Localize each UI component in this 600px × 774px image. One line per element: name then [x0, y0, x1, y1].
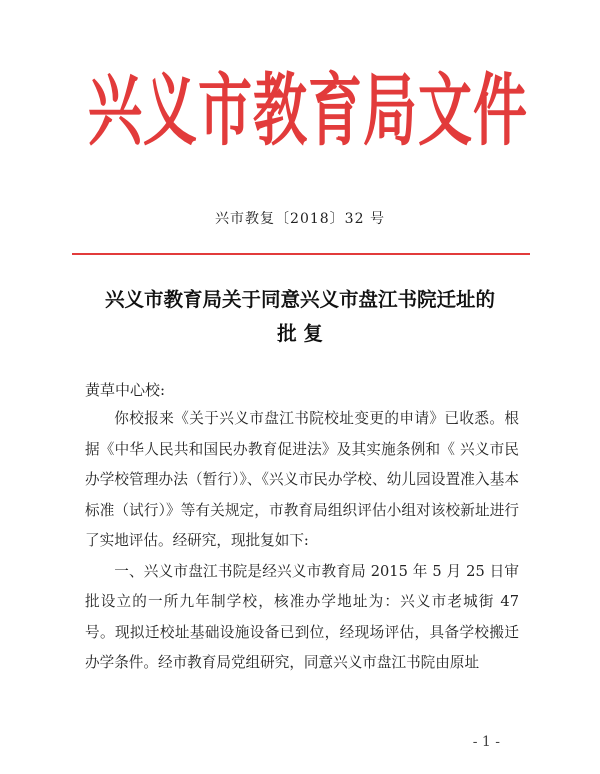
page-number: - 1 - [472, 734, 500, 750]
red-divider [72, 253, 530, 255]
document-title [60, 283, 540, 351]
masthead-title: 兴义市教育局文件 [88, 64, 528, 157]
document-title-line-1: 兴义市教育局关于同意兴义市盘江书院迁址的 [104, 288, 495, 311]
document-number: 兴市教复〔2018〕32 号 [215, 211, 385, 227]
document-title-line-2: 批 复 [277, 322, 323, 345]
paragraph: 你校报来《关于兴义市盘江书院校址变更的申请》已收悉。根据《中华人民共和国民办教育促进法》及其实施条例和《 兴义市民办学校管理办法（暂行）》、《兴义市民办学校、幼儿园设置准入基本标准（试行）》等有关规定，市教育局组织评估小组对该校新址进行了实地评估。经研究，现批复如下: [85, 410, 519, 549]
salutation: 黄草中心校: [85, 381, 166, 399]
paragraph: 一、兴义市盘江书院是经兴义市教育局 2015 年 5 月 25 日审批设立的一所九年制学校，核准办学地址为：兴义市老城街 47 号。现拟迁校址基础设施设备已到位，经现场评估，具备学校搬迁办学条件。经市教育局党组研究，同意兴义市盘江书院由原址 [85, 562, 519, 671]
body-text [85, 404, 519, 679]
